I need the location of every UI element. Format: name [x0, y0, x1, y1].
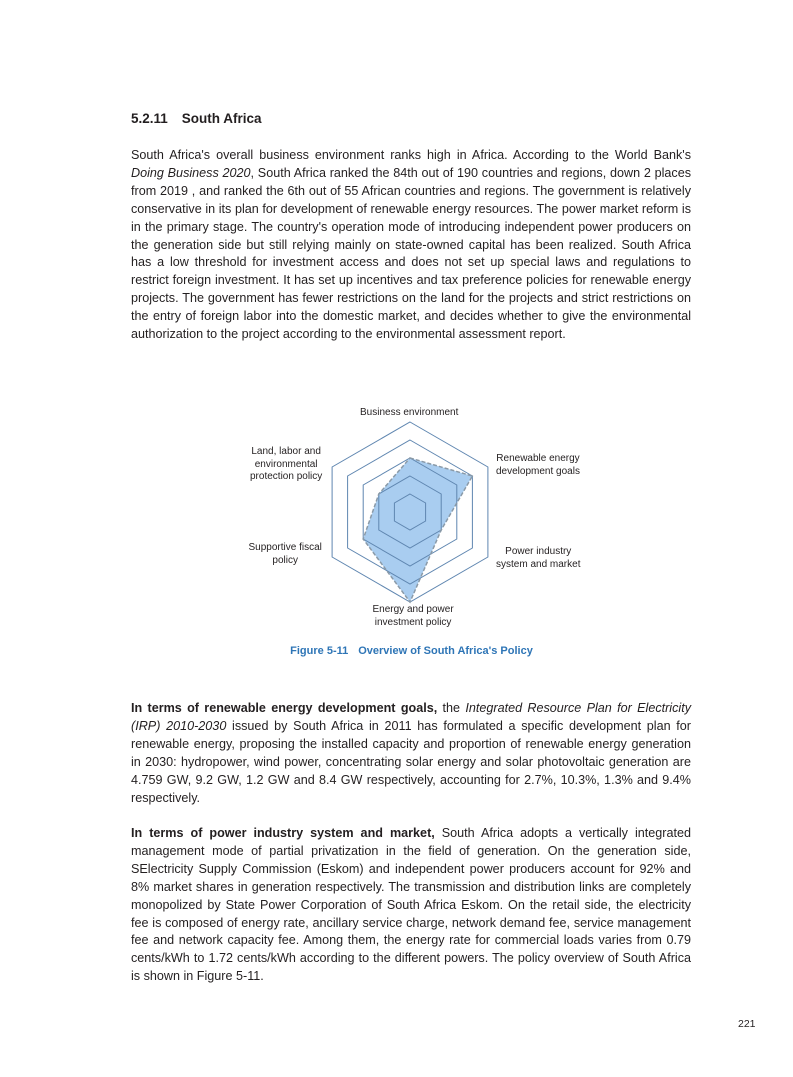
radar-point-1	[409, 457, 411, 459]
radar-axis-label-5	[249, 542, 322, 567]
figure-number: Figure 5-11	[290, 645, 349, 657]
radar-axis-label-line: investment policy	[374, 616, 452, 628]
radar-axis-label-line: policy	[272, 554, 298, 566]
section-heading	[131, 111, 262, 126]
intro-text-1: South Africa's overall business environment ranks high in Africa. According to the World Bank's	[131, 148, 691, 162]
radar-axis-label-2	[496, 453, 580, 478]
radar-point-3	[440, 529, 442, 531]
radar-chart-figure	[230, 400, 600, 640]
paragraph-intro	[131, 147, 691, 344]
doing-business-title: Doing Business 2020	[131, 165, 251, 180]
radar-axis-label-line: development goals	[496, 465, 580, 477]
radar-axis-label-line: environmental	[254, 458, 318, 470]
page-number: 221	[738, 1018, 756, 1030]
radar-axis-label-line: Power industry	[505, 546, 572, 557]
radar-axis-label-3	[496, 546, 580, 571]
renewable-text-1: the	[437, 701, 466, 715]
radar-point-6	[378, 493, 380, 495]
radar-axis-label-line: Supportive fiscal	[248, 542, 322, 553]
figure-title: Overview of South Africa's Policy	[358, 645, 533, 657]
radar-axis-label-line: Business environment	[360, 407, 459, 418]
renewable-lead: In terms of renewable energy development goals,	[131, 701, 438, 715]
radar-axis-label-line: Renewable energy	[496, 453, 580, 464]
power-market-text: South Africa adopts a vertically integrated management mode of partial privatization in the field of generation. On the generation side, SElectricity Supply Commission (Eskom) and independent power producers account for 92% and 8% market shares in generation respectively. The transmission and distribution links are completely monopolized by State Power Corporation of South Africa Eskom. On the retail side, the electricity fee is composed of energy rate, ancillary service charge, network demand fee, service management fee and network capacity fee. Among them, the energy rate for commercial loads varies from 0.79 cents/kWh to 1.72 cents/kWh according to the different powers. The policy overview of South Africa is shown in Figure 5-11.	[131, 826, 691, 984]
radar-axis-label-4	[373, 604, 454, 629]
radar-point-5	[362, 538, 364, 540]
figure-caption	[230, 645, 593, 657]
power-market-lead: In terms of power industry system and market,	[131, 826, 435, 840]
paragraph-power-market	[131, 825, 691, 986]
section-title: South Africa	[181, 111, 262, 126]
radar-axis-label-line: protection policy	[250, 471, 323, 482]
radar-axis-label-line: Land, labor and	[251, 446, 321, 457]
irp-title: Integrated Resource Plan for Electricity (IRP) 2010-2030	[131, 701, 691, 733]
radar-axis-label-line: Energy and power	[372, 604, 454, 615]
paragraph-renewable-goals	[131, 700, 691, 807]
section-number: 5.2.11	[131, 111, 168, 126]
renewable-text-2: issued by South Africa in 2011 has formulated a specific development plan for renewable energy, proposing the installed capacity and proportion of renewable energy generation in 2030: hydropower, wind power, concentrating solar energy and solar photovoltaic generation are 4.759 GW, 9.2 GW, 1.2 GW and 8.4 GW respectively, accounting for 2.7%, 10.3%, 1.3% and 9.4% respectively.	[131, 718, 692, 805]
radar-axis-label-1	[360, 407, 458, 420]
radar-axis-label-line: system and market	[496, 558, 581, 570]
radar-point-4	[409, 601, 411, 603]
radar-axis-label-6	[250, 446, 322, 484]
radar-point-2	[472, 475, 474, 477]
intro-text-2: , South Africa ranked the 84th out of 190 countries and regions, down 2 places from 2019 , and ranked the 6th out of 55 African countries and regions. The government is relatively conservative in its plan for development of renewable energy resources. The power market reform is in the primary stage. The country's operation mode of introducing independent power producers on the generation side but still relying mainly on state-owned capital has been realized. South Africa has a low threshold for investment access and does not set up special laws and regulations to restrict foreign investment. It has set up incentives and tax preference policies for renewable energy projects. The government has fewer restrictions on the land for the projects and strict restrictions on the entry of foreign labor into the domestic market, and decides whether to give the environmental authorization to the project according to the environmental assessment report.	[131, 165, 691, 342]
